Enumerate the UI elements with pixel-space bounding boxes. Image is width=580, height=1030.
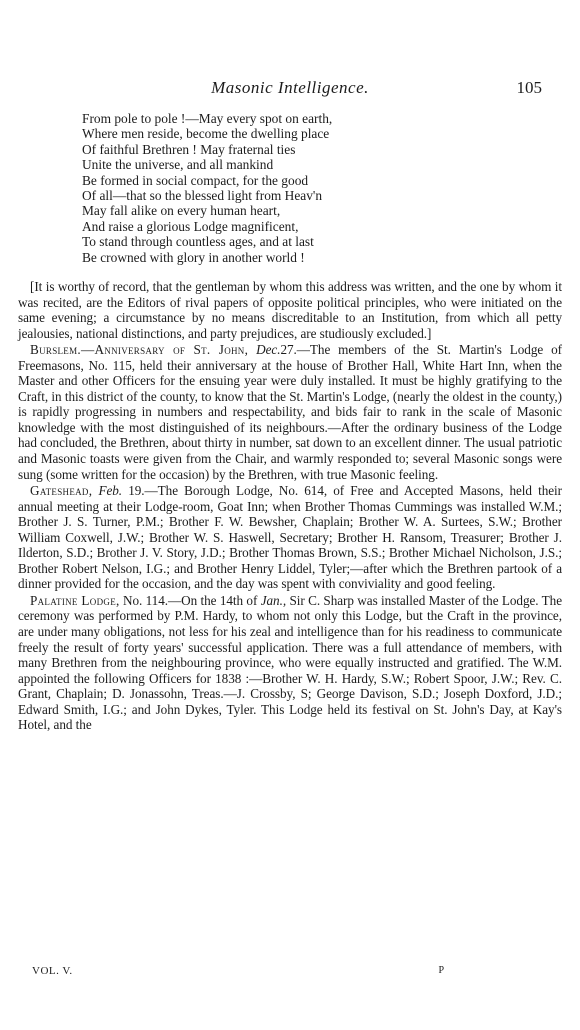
poem-line: May fall alike on every human heart, bbox=[82, 203, 281, 219]
page-number: 105 bbox=[516, 78, 542, 97]
article-text: 19.—The Borough Lodge, No. 614, of Free and Accepted Masons, held their annual meeting at their Lodge-room, Goat Inn; when Brother Thomas Cummings was installed W.M.; Brother J. S. Turner, P.M.; Brother F. W. Bewsher, Chaplain; Brother W. A. Surtees, S.W.; Brother William Coxwell, J.W.; Brother W. S. Haswell, Secretary; Brother H. Ransom, Treasurer; Brother J. Ilderton, S.D.; Brother J. V. Story, J.D.; Brother Thomas Brown, S.S.; Brother Michael Nicholson, J.S.; Brother Robert Nelson, I.G.; and Brother Henry Liddel, Tyler;—after which the Brethren partook of a dinner provided for the occasion, and the day was spent with conviviality and good feeling. bbox=[18, 483, 563, 592]
poem-line: Be formed in social compact, for the good bbox=[82, 172, 309, 188]
page-footer bbox=[18, 965, 562, 981]
poem-line: And raise a glorious Lodge magnificent, bbox=[82, 218, 299, 234]
poem-line: To stand through countless ages, and at last bbox=[82, 234, 314, 250]
article-palatine bbox=[18, 593, 562, 733]
article-text: Sir C. Sharp was installed Master of the Lodge. The ceremony was performed by P.M. Hardy, to whom not only this Lodge, but the Craft in the province, are under many obligations, not less for his zeal and intelligence than for his readiness to communicate freely the result of forty years' successful application. There was a full attendance of members, with many Brethren from the neighbouring province, who were equally instructed and gratified. The W.M. appointed the following Officers for 1838 :—Brother W. H. Hardy, S.W.; Robert Spoor, J.W.; Rev. C. Grant, Chaplain; D. Jonassohn, Treas.—J. Crossby, S; George Davison, S.D.; Joseph Doxford, J.D.; Edward Smith, I.G.; and John Dykes, Tyler. This Lodge held its festival on St. John's Day, at Kay's Hotel, and the bbox=[18, 592, 563, 733]
volume-label: VOL. V. bbox=[32, 965, 73, 977]
running-head bbox=[18, 78, 562, 100]
article-text: 27.—The members of the St. Martin's Lodge of Freemasons, No. 115, held their anniversary at the house of Brother Hall, White Hart Inn, when the Master and other Officers for the ensuing year were duly installed. It must be highly gratifying to the Craft, in this district of the county, to know that the St. Martin's Lodge, (nearly the oldest in the county,) is rapidly progressing in numbers and respectability, and bids fair to rank in the scale of Masonic knowledge with the most distinguished of its neighbours.—After the ordinary business of the Lodge had concluded, the Brethren, about thirty in number, sat down to an excellent dinner. The usual patriotic and Masonic toasts were given from the Chair, and warmly responded to; several Masonic songs were sung (some written for the occasion) by the Brethren, with true Masonic feeling. bbox=[18, 342, 562, 482]
book-page bbox=[18, 0, 562, 1030]
article-heading: —Anniversary of St. John, bbox=[81, 342, 249, 358]
poem-line: Of all—that so the blessed light from Heav'n bbox=[82, 188, 323, 204]
article-date: Jan., bbox=[260, 592, 287, 608]
article-place: Gateshead, bbox=[30, 483, 93, 499]
running-title: Masonic Intelligence. bbox=[211, 78, 369, 97]
article-date: Feb. bbox=[98, 483, 123, 499]
editorial-note: [It is worthy of record, that the gentleman by whom this address was written, and the one by whom it was recited, are the Editors of rival papers of opposite political principles, who were initiated on the same evening; a circumstance by no means discreditable to an Institution, from which all petty jealousies, national distinctions, and party prejudices, are studiously excluded.] bbox=[18, 279, 562, 341]
poem-line: Where men reside, become the dwelling place bbox=[82, 126, 330, 142]
article-place: Burslem. bbox=[30, 342, 81, 358]
poem-line: From pole to pole !—May every spot on earth, bbox=[82, 111, 333, 126]
signature-mark: P bbox=[438, 965, 444, 976]
article-place: Palatine Lodge, bbox=[30, 592, 120, 608]
article-burslem bbox=[18, 342, 562, 482]
article-date: Dec. bbox=[256, 342, 281, 358]
poem-line: Be crowned with glory in another world ! bbox=[82, 249, 305, 265]
article-gateshead bbox=[18, 483, 562, 592]
article-lead: No. 114.—On the 14th of bbox=[122, 592, 258, 608]
article-body bbox=[18, 279, 562, 734]
poem bbox=[82, 111, 332, 265]
poem-line: Of faithful Brethren ! May fraternal ties bbox=[82, 141, 296, 157]
poem-line: Unite the universe, and all mankind bbox=[82, 157, 274, 173]
